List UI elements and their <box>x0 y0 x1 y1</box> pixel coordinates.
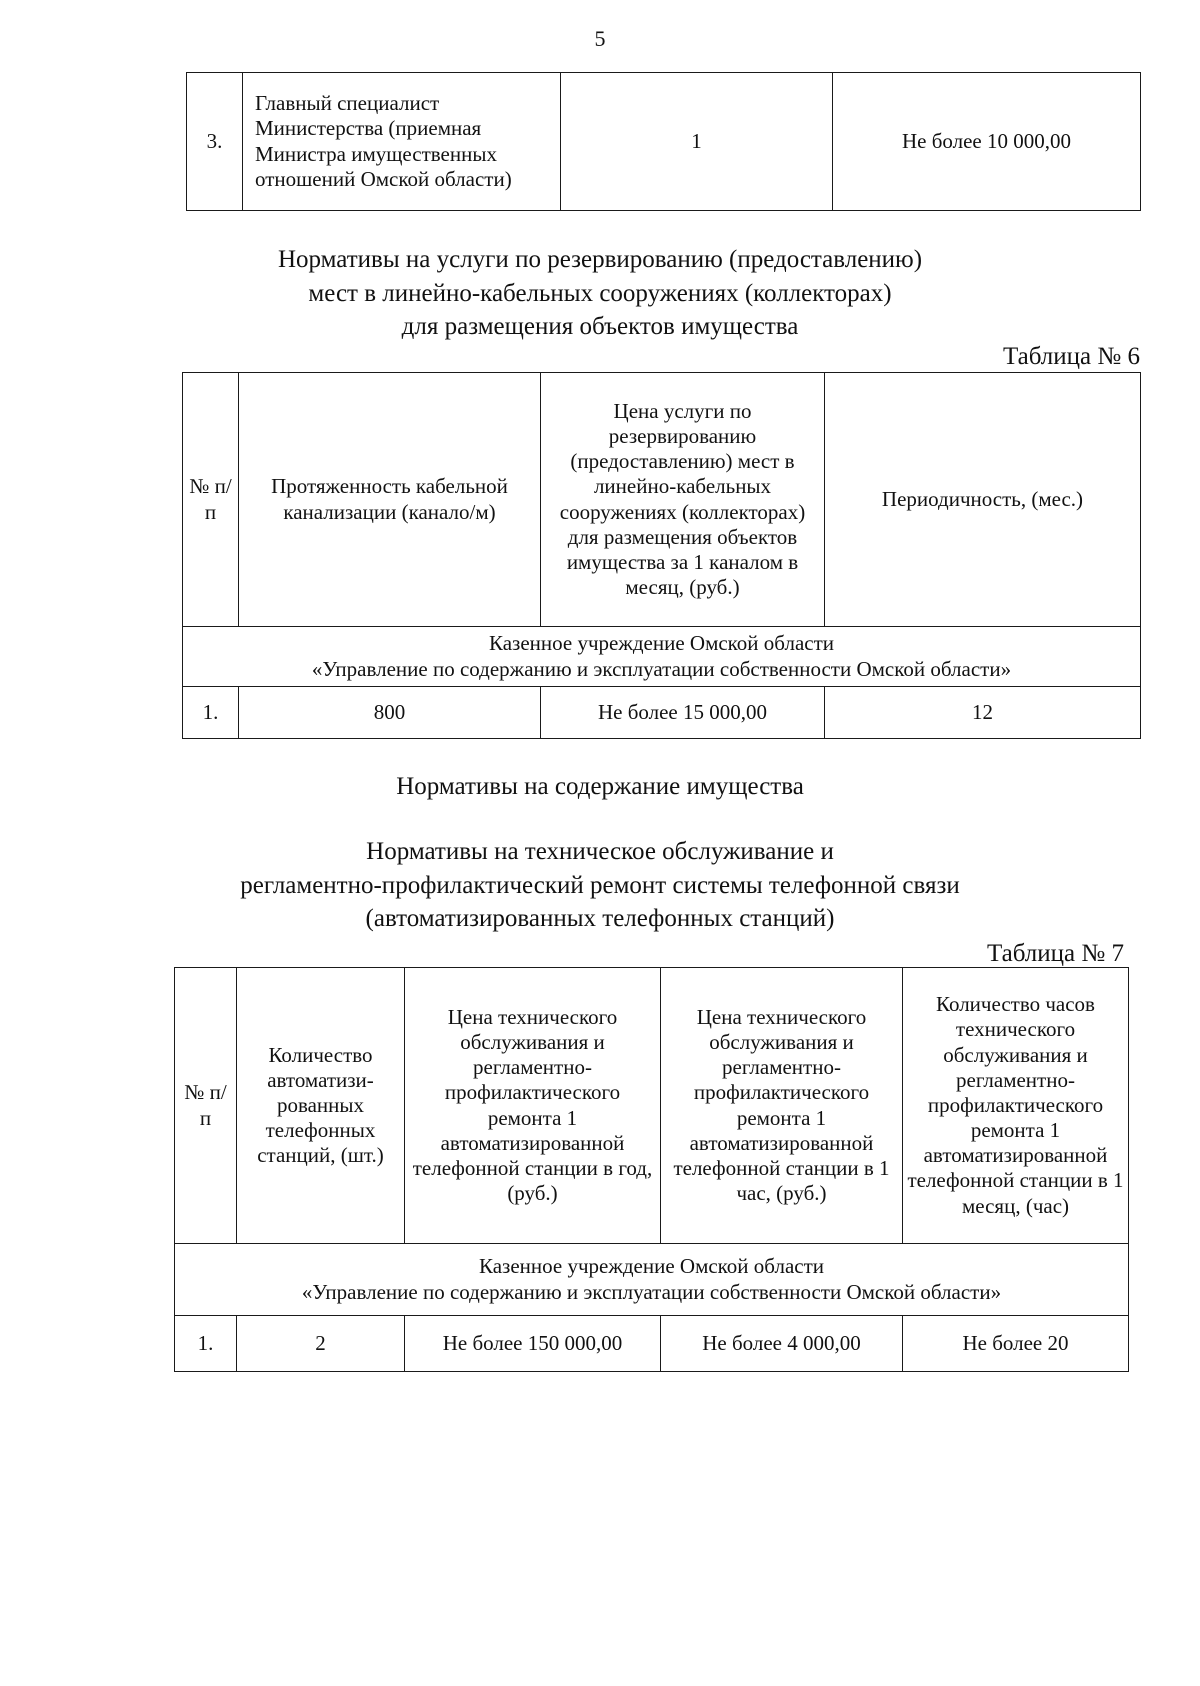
header-number: № п/п <box>183 373 239 627</box>
header-hours: Количество часов технического обслуживания и регламентно-профилактического ремонта 1 автоматизированной телефонной станции в 1 месяц, (час) <box>903 968 1129 1244</box>
org-name: Казенное учреждение Омской области <box>488 631 834 656</box>
row-number: 3. <box>187 73 243 211</box>
title-line: Нормативы на техническое обслуживание и <box>366 838 834 865</box>
header-price-year: Цена технического обслуживания и регламентно-профилактического ремонта 1 автоматизированной телефонной станции в год, (руб.) <box>405 968 661 1244</box>
position-cell: Главный специалист Министерства (приемная Министра имущественных отношений Омской области) <box>243 73 561 211</box>
org-cell <box>175 1244 1129 1316</box>
count-cell: 2 <box>237 1316 405 1372</box>
phone-table <box>174 967 1129 1372</box>
table-row <box>187 73 1141 211</box>
hours-cell: Не более 20 <box>903 1316 1129 1372</box>
table-header-row <box>183 373 1141 627</box>
org-row <box>183 627 1141 687</box>
cable-table <box>182 372 1141 739</box>
quantity-cell: 1 <box>561 73 833 211</box>
table-row <box>175 1316 1129 1372</box>
previous-table <box>186 72 1141 211</box>
header-number: № п/п <box>175 968 237 1244</box>
header-period: Периодичность, (мес.) <box>825 373 1141 627</box>
row-number: 1. <box>183 687 239 739</box>
price-hour-cell: Не более 4 000,00 <box>661 1316 903 1372</box>
title-line: Нормативы на услуги по резервированию (предоставлению) <box>277 246 923 273</box>
cable-section-title <box>0 243 1200 344</box>
row-number: 1. <box>175 1316 237 1372</box>
price-cell: Не более 10 000,00 <box>833 73 1141 211</box>
table-header-row <box>175 968 1129 1244</box>
table-6-label: Таблица № 6 <box>1002 343 1140 370</box>
org-row <box>175 1244 1129 1316</box>
org-name: Казенное учреждение Омской области <box>478 1254 824 1279</box>
header-count: Количество автоматизи-рованных телефонных станций, (шт.) <box>237 968 405 1244</box>
header-price: Цена услуги по резервированию (предоставлению) мест в линейно-кабельных сооружениях (коллекторах) для размещения объектов имущества за 1 каналом в месяц, (руб.) <box>541 373 825 627</box>
title-line: для размещения объектов имущества <box>401 313 799 340</box>
org-full-name: «Управление по содержанию и эксплуатации собственности Омской области» <box>301 1279 1002 1304</box>
phone-section-title <box>0 835 1200 936</box>
title-line: мест в линейно-кабельных сооружениях (коллекторах) <box>308 279 892 307</box>
org-full-name: «Управление по содержанию и эксплуатации собственности Омской области» <box>311 656 1012 681</box>
title-line: (автоматизированных телефонных станций) <box>365 905 835 932</box>
page-number: 5 <box>594 26 606 51</box>
property-section-title: Нормативы на содержание имущества <box>396 773 804 800</box>
price-cell: Не более 15 000,00 <box>541 687 825 739</box>
price-year-cell: Не более 150 000,00 <box>405 1316 661 1372</box>
length-cell: 800 <box>239 687 541 739</box>
title-line: регламентно-профилактический ремонт системы телефонной связи <box>240 871 960 899</box>
table-row <box>183 687 1141 739</box>
table-7-label: Таблица № 7 <box>986 940 1124 967</box>
header-price-hour: Цена технического обслуживания и регламентно-профилактического ремонта 1 автоматизированной телефонной станции в 1 час, (руб.) <box>661 968 903 1244</box>
period-cell: 12 <box>825 687 1141 739</box>
org-cell <box>183 627 1141 687</box>
header-length: Протяженность кабельной канализации (канало/м) <box>239 373 541 627</box>
